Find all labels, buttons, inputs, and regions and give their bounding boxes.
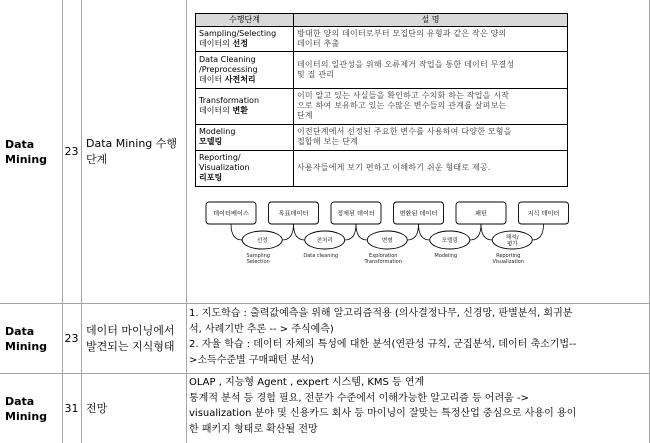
diagram-connector [470,224,481,240]
diagram-ellipse-label: 선정 [256,238,268,244]
row2-number[interactable] [62,304,81,373]
title-text: Data Mining 수행단계 [86,136,178,166]
diagram-box-label: 패턴 [475,210,487,218]
diagram-box-label: 변환된 데이터 [399,210,438,218]
step-desc: 사용자들에게 보기 편하고 이해하기 쉬운 형태로 제공. [294,150,568,186]
step-name: Reporting/ Visualization 리포팅 [196,150,294,186]
topic-text: Data Mining [5,137,48,166]
row1-title[interactable] [82,0,186,303]
diagram-caption: Reporting [496,253,521,259]
row1-number[interactable] [62,0,81,303]
diagram-box-label: 데이터베이스 [213,210,249,218]
steps-header-desc: 설 명 [294,14,568,27]
diagram-ellipse-label: 전처리 [316,238,333,244]
diagram-ellipse [430,231,470,249]
diagram-ellipse-label: 평가 [506,241,518,248]
content-line: OLAP , 지능형 Agent , expert 시스템, KMS 등 연계 [189,377,425,388]
mining-process-diagram [196,196,576,276]
diagram-ellipse-label: 변형 [381,238,393,244]
mining-steps-table [195,13,568,187]
diagram-box [519,202,569,224]
diagram-ellipse-label: 해석/ [505,234,519,241]
steps-row [196,125,568,150]
diagram-connector [532,224,543,240]
content-line: 1. 지도학습 : 출력값예측을 위해 알고리즘적용 (의사결정나무, 신경망, 판별분석, 회귀분 [189,308,573,319]
row3-content[interactable] [187,375,650,443]
step-name: Data Cleaning /Preprocessing 데이터 사전처리 [196,52,294,88]
steps-header-row [196,14,568,27]
row2-topic[interactable] [0,304,62,373]
steps-row [196,52,568,88]
diagram-box [206,202,256,224]
diagram-connector [294,224,305,240]
content-line: >소득수준별 구매패턴 분석) [189,354,314,366]
diagram-connector [419,224,430,240]
diagram-connector [231,224,242,240]
diagram-connector [407,224,418,240]
diagram-ellipse [242,231,282,249]
diagram-box-label: 목표데이터 [278,210,309,218]
diagram-caption: Selection [246,259,270,265]
row2-content[interactable] [187,306,650,372]
diagram-box [269,202,319,224]
steps-header-step: 수행단계 [196,14,294,27]
diagram-caption: Modeling [434,253,458,259]
diagram-connector [356,224,367,240]
diagram-box-label: 정제된 데이터 [337,210,375,218]
steps-row [196,88,568,124]
diagram-ellipse [305,231,345,249]
steps-row [196,27,568,52]
title-text: 데이터 마이닝에서 발견되는 지식형태 [86,323,175,353]
diagram-ellipse-label: 모델링 [441,238,458,244]
row3-title[interactable] [82,374,186,443]
diagram-ellipse [492,231,532,249]
steps-row [196,150,568,186]
step-name: Sampling/Selecting 데이터의 선정 [196,27,294,52]
topic-text: Data Mining [5,324,48,353]
diagram-box [456,202,506,224]
diagram-box [331,202,381,224]
content-line: 통계적 분석 등 경험 필요, 전문가 수준에서 이해가능한 알고리즘 등 어려움 -> [189,392,529,404]
row1-topic[interactable] [0,0,62,303]
number-text: 31 [64,402,79,415]
diagram-ellipse [367,231,407,249]
diagram-caption: Sampling [246,253,270,259]
content-line: 한 패키지 형태로 확산될 전망 [189,423,318,435]
row3-topic[interactable] [0,374,62,443]
row3-number[interactable] [62,374,81,443]
topic-text: Data Mining [5,394,48,423]
step-desc: 이미 알고 있는 사실들을 확인하고 수치화 하는 작업을 시작 으로 하여 보유하고 있는 수많은 변수들의 관계를 살펴보는 단계 [294,88,568,124]
row2-title[interactable] [82,304,186,373]
diagram-caption: Exploration [369,253,398,259]
diagram-connector [345,224,356,240]
diagram-caption: Visualization [492,259,525,265]
diagram-connector [481,224,492,240]
content-line: 석, 사례기반 추론 -- > 주식예측) [189,323,334,335]
step-name: Modeling 모델링 [196,125,294,150]
diagram-caption: Data cleaning [303,253,339,259]
diagram-caption: Transformation [364,259,403,265]
diagram-box-label: 지식 데이터 [527,210,560,218]
diagram-box [394,202,444,224]
step-desc: 데이터의 일관성을 위해 오류제거 작업을 통한 데이터 무결성 및 질 관리 [294,52,568,88]
title-text: 전망 [86,401,108,415]
content-line: visualization 분야 및 신용카드 회사 등 마이닝이 잘맞는 특정산업 중심으로 사용이 용이 [189,408,577,419]
step-desc: 방대한 양의 데이터로부터 모집단의 유형과 같은 작은 양의 데이터 추출 [294,27,568,52]
number-text: 23 [64,332,79,345]
step-desc: 이전단계에서 선정된 주요한 변수를 사용하여 다양한 모형을 접합해 보는 단계 [294,125,568,150]
step-name: Transformation 데이터의 변환 [196,88,294,124]
number-text: 23 [64,145,79,158]
diagram-connector [282,224,293,240]
content-line: 2. 자율 학습 : 데이터 자체의 특성에 대한 분석(연관성 규칙, 군집분석, 데이터 축소기법-- [189,339,577,350]
